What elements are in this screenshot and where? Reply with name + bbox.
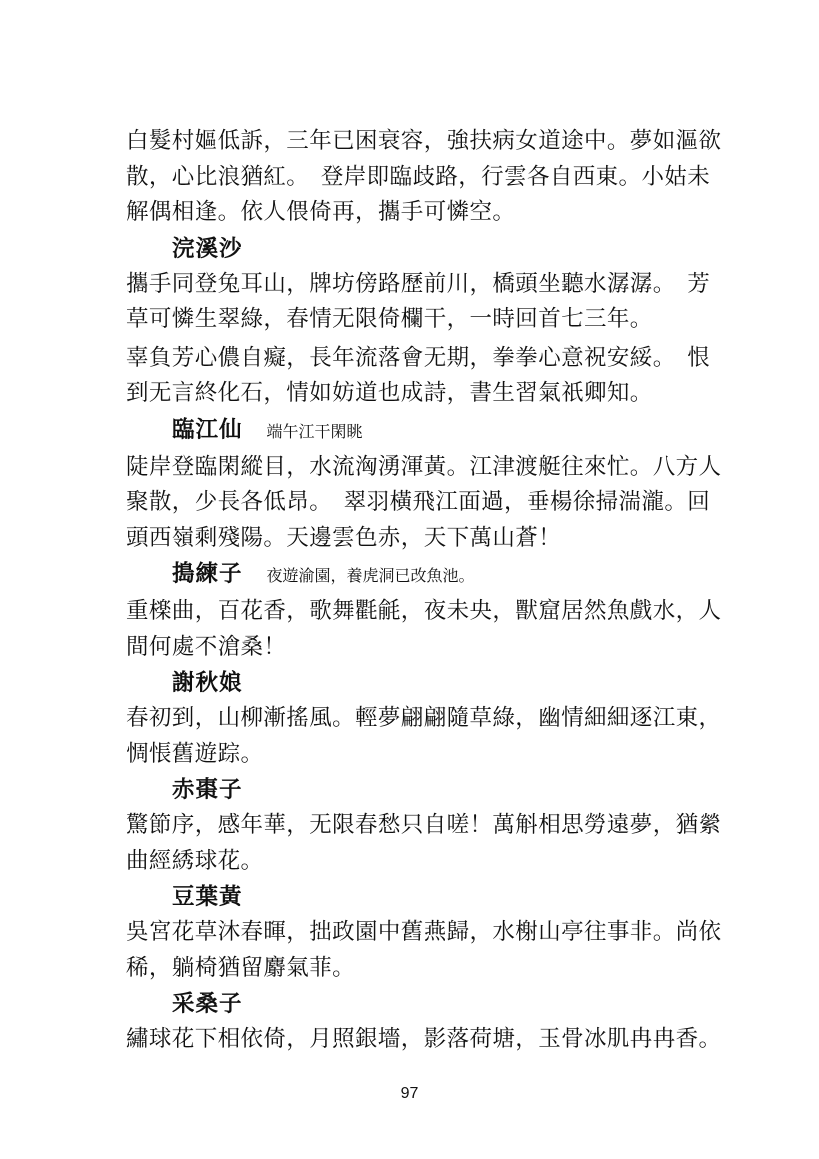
poem-title: 搗練子 — [172, 561, 243, 587]
poem-line: 曲經綉球花。 — [126, 847, 264, 874]
poem-heading — [126, 665, 726, 701]
poem-heading — [126, 556, 726, 594]
poem-line: 頭西嶺剩殘陽。天邊雲色赤，天下萬山蒼！ — [126, 524, 562, 551]
poem-line: 稀，躺椅猶留麝氣菲。 — [126, 954, 356, 981]
poem-line: 攜手同登兔耳山，牌坊傍路歷前川，橋頭坐聽水潺潺。 芳 — [126, 270, 711, 297]
poem-title: 浣溪沙 — [172, 235, 243, 262]
poem-line: 春初到，山柳漸搖風。輕夢翩翩隨草綠，幽情細細逐江東， — [126, 705, 722, 731]
page-number: 97 — [400, 1085, 419, 1102]
poem-heading — [126, 412, 726, 450]
poem-subtitle: 夜遊渝園，養虎洞已改魚池。 — [266, 566, 475, 585]
poem-title: 采桑子 — [172, 991, 243, 1017]
poem-line: 重檪曲，百花香，歌舞氍毹，夜未央，獸窟居然魚戲水，人 — [126, 598, 722, 624]
poem-title: 豆葉黃 — [172, 884, 243, 910]
poem-line: 惆悵舊遊踪。 — [126, 740, 264, 767]
poem-heading — [126, 231, 726, 267]
poem-line: 白髮村嫗低訴，三年已困衰容，強扶病女道途中。夢如漚欲 — [126, 128, 722, 154]
poem-subtitle: 端午江干閑眺 — [266, 421, 363, 441]
poem-heading — [126, 879, 726, 915]
poem-line: 散，心比浪猶紅。 登岸即臨歧路，行雲各自西東。小姑未 — [126, 163, 711, 190]
poem-line: 聚散，少長各低昂。 翠羽橫飛江面過，垂楊徐掃湍瀧。回 — [126, 489, 711, 515]
poem-heading — [126, 772, 726, 808]
poem-line: 辜負芳心儂自癡，長年流落會无期，拳拳心意祝安綏。 恨 — [126, 344, 711, 371]
poem-line: 解偶相逢。依人偎倚再，攜手可憐空。 — [126, 199, 516, 225]
poem-line: 草可憐生翠綠，春情无限倚欄干，一時回首七三年。 — [126, 306, 653, 332]
poem-line: 陡岸登臨閑縱目，水流洶湧渾黃。江津渡艇往來忙。八方人 — [126, 453, 722, 480]
poem-line: 吳宮花草沐春暉，拙政園中舊燕歸，水榭山亭往事非。尚依 — [126, 919, 722, 945]
poem-title: 臨江仙 — [172, 416, 243, 443]
poem-content — [126, 124, 726, 1058]
poem-heading — [126, 986, 726, 1022]
poem-title: 謝秋娘 — [172, 670, 243, 696]
poem-line: 間何處不滄桑！ — [126, 633, 287, 660]
poem-line: 驚節序，感年華，无限春愁只自嗟！萬斛相思勞遠夢，猶縈 — [126, 812, 722, 838]
poem-line: 繡球花下相依倚，月照銀墻，影落荷塘，玉骨冰肌冉冉香。 — [126, 1026, 722, 1052]
poem-title: 赤棗子 — [172, 777, 243, 803]
poem-line: 到无言終化石，情如妨道也成詩，書生習氣祇卿知。 — [126, 380, 653, 406]
